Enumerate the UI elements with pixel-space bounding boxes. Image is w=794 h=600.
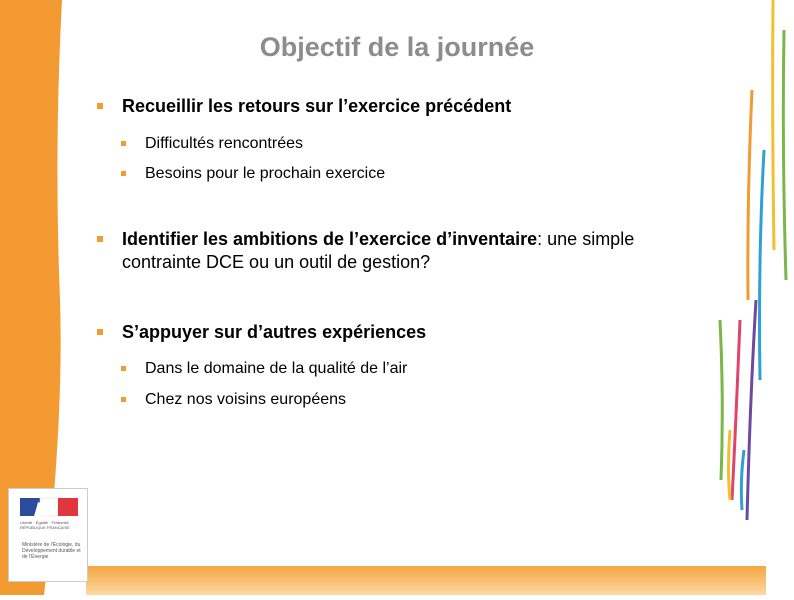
bullet-item: [97, 321, 426, 344]
bullet-square-icon: [121, 171, 126, 176]
bullet-square-icon: [97, 329, 103, 335]
bullet-square-icon: [97, 236, 103, 242]
bullet-square-icon: [121, 366, 126, 371]
logo-republique-text: Liberté · Égalité · Fraternité RÉPUBLIQUE FRANÇAISE: [20, 520, 70, 530]
sub-bullet-item: [121, 134, 303, 154]
bullet-item: [97, 95, 511, 118]
bullet-square-icon: [97, 103, 103, 109]
sub-bullet-item: [121, 359, 407, 379]
page-title: Objectif de la journée: [259, 32, 535, 62]
bullet-text: S’appuyer sur d’autres expériences: [122, 322, 427, 342]
sub-bullet-text: Chez nos voisins européens: [145, 391, 347, 408]
bullet-text-rest: : une simple: [537, 229, 635, 249]
bullet-square-icon: [121, 397, 126, 402]
sub-bullet-text: Difficultés rencontrées: [145, 135, 303, 152]
bullet-item: [97, 228, 717, 274]
bullet-square-icon: [121, 141, 126, 146]
bullet-text-bold: Identifier les ambitions de l’exercice d’inventaire: [122, 229, 538, 249]
bullet-text: Recueillir les retours sur l’exercice précédent: [122, 96, 512, 116]
bottom-band: [86, 566, 766, 595]
logo-ministry-text: Ministère de l’Écologie, du Développement durable et de l’Énergie: [22, 542, 81, 560]
sub-bullet-item: [121, 164, 385, 184]
sub-bullet-item: [121, 390, 346, 410]
bullet-text-line2: contrainte DCE ou un outil de gestion?: [122, 252, 431, 272]
sub-bullet-text: Dans le domaine de la qualité de l’air: [145, 360, 408, 377]
sub-bullet-text: Besoins pour le prochain exercice: [145, 165, 386, 182]
ministry-logo: [8, 488, 88, 582]
